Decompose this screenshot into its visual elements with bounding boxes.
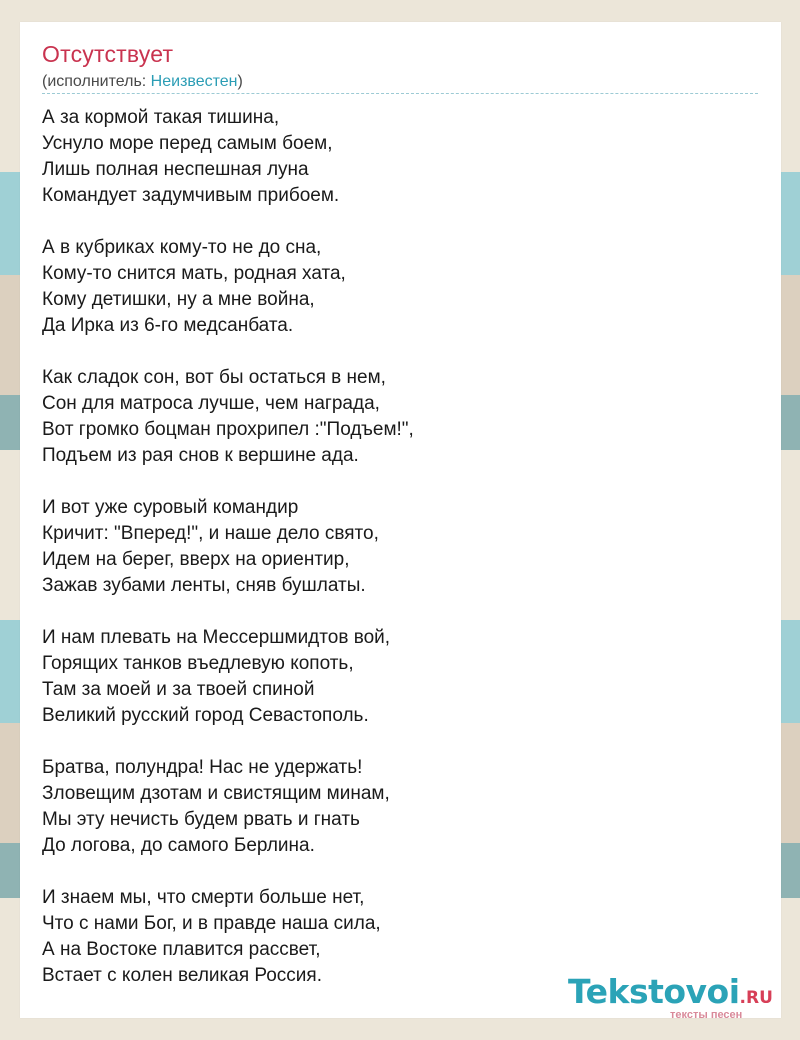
lyric-line: До логова, до самого Берлина.: [42, 835, 315, 856]
lyric-line: Зажав зубами ленты, сняв бушлаты.: [42, 575, 366, 596]
lyric-line: И знаем мы, что смерти больше нет,: [42, 887, 365, 908]
lyric-line: Подъем из рая снов к вершине ада.: [42, 445, 359, 466]
stanza-3: [42, 365, 762, 469]
lyric-line: Идем на берег, вверх на ориентир,: [42, 549, 350, 570]
lyric-line: Зловещим дзотам и свистящим минам,: [42, 783, 390, 804]
lyric-line: И вот уже суровый командир: [42, 497, 299, 518]
lyric-line: Да Ирка из 6-го медсанбата.: [42, 315, 294, 336]
lyric-line: Братва, полундра! Нас не удержать!: [42, 757, 363, 778]
lyric-line: А на Востоке плавится рассвет,: [42, 939, 321, 960]
stanza-2: [42, 235, 762, 339]
logo-tld: .RU: [739, 988, 773, 1008]
lyric-line: Что с нами Бог, и в правде наша сила,: [42, 913, 381, 934]
lyric-line: Как сладок сон, вот бы остаться в нем,: [42, 367, 386, 388]
artist-link[interactable]: Неизвестен: [150, 73, 238, 90]
lyric-line: Мы эту нечисть будем рвать и гнать: [42, 809, 360, 830]
logo-main-text: Tekstovoi: [568, 972, 740, 1011]
logo-subtitle: тексты песен: [670, 1009, 743, 1021]
lyrics-body: [42, 105, 762, 1015]
lyric-line: А за кормой такая тишина,: [42, 107, 280, 128]
lyric-line: Сон для матроса лучше, чем награда,: [42, 393, 380, 414]
lyric-line: А в кубриках кому-то не до сна,: [42, 237, 322, 258]
lyric-line: Кому детишки, ну а мне война,: [42, 289, 315, 310]
lyric-line: Командует задумчивым прибоем.: [42, 185, 340, 206]
lyric-line: Кричит: "Вперед!", и наше дело свято,: [42, 523, 379, 544]
lyric-line: Вот громко боцман прохрипел :"Подъем!",: [42, 419, 414, 440]
lyrics-card: [20, 22, 781, 1021]
lyric-line: Лишь полная неспешная луна: [42, 159, 309, 180]
stanza-6: [42, 755, 762, 859]
lyric-line: Встает с колен великая Россия.: [42, 965, 322, 986]
lyric-line: Горящих танков въедлевую копоть,: [42, 653, 354, 674]
song-title: Отсутствует: [42, 41, 174, 67]
artist-line: [42, 73, 243, 91]
artist-prefix: (исполнитель:: [42, 73, 151, 90]
logo-wordmark: [568, 972, 773, 1011]
artist-suffix: ): [237, 73, 243, 90]
lyric-line: Великий русский город Севастополь.: [42, 705, 369, 726]
lyric-line: Уснуло море перед самым боем,: [42, 133, 333, 154]
title-divider: [42, 93, 758, 94]
stanza-5: [42, 625, 762, 729]
stanza-4: [42, 495, 762, 599]
lyric-line: И нам плевать на Мессершмидтов вой,: [42, 627, 391, 648]
stanza-1: [42, 105, 762, 209]
lyric-line: Кому-то снится мать, родная хата,: [42, 263, 346, 284]
lyric-line: Там за моей и за твоей спиной: [42, 679, 315, 700]
site-logo[interactable]: [568, 972, 778, 1022]
